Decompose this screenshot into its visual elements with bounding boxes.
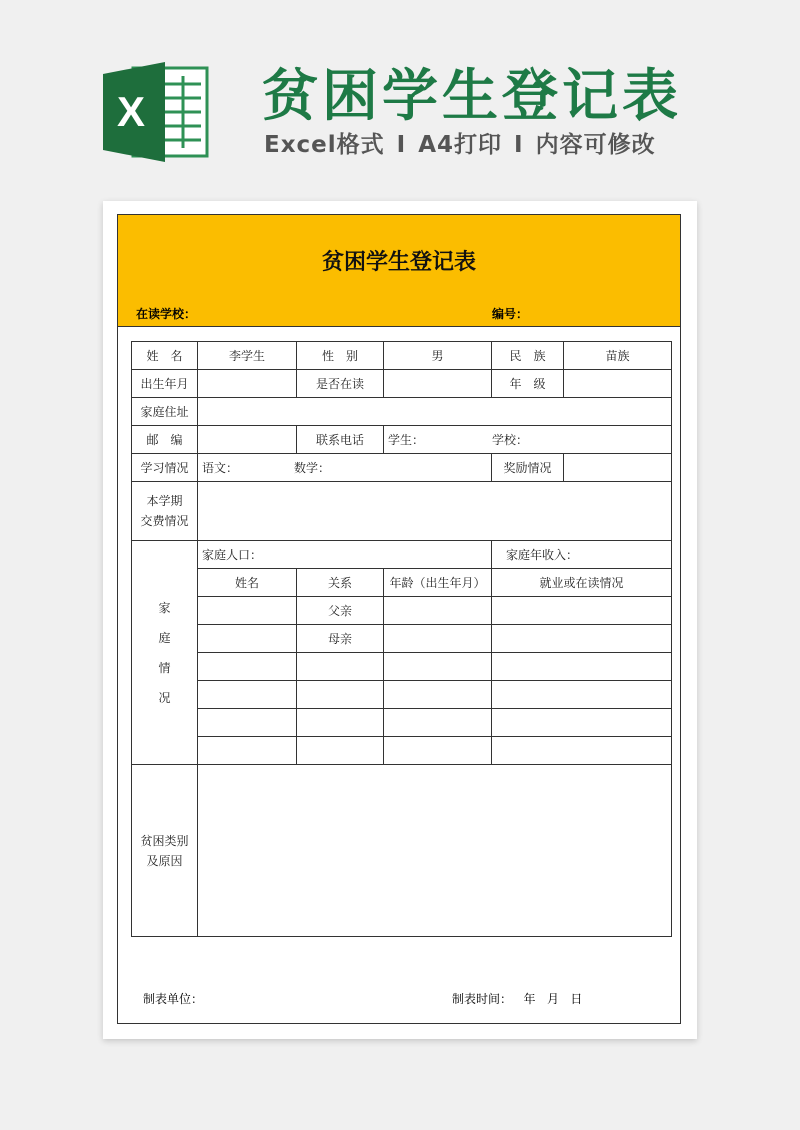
poverty-label [132, 765, 198, 937]
excel-logo-icon [103, 62, 213, 162]
form-frame [117, 214, 681, 1024]
member-occupation[interactable] [492, 709, 672, 737]
award-value[interactable] [564, 454, 672, 482]
document-page [103, 201, 697, 1039]
family-char: 况 [158, 690, 171, 705]
ethnicity-label: 民 族 [492, 342, 564, 370]
member-age[interactable] [384, 597, 492, 625]
footer-date [452, 990, 582, 1007]
member-occupation[interactable] [492, 737, 672, 765]
member-age[interactable] [384, 625, 492, 653]
grade-value[interactable] [564, 370, 672, 398]
footer-month: 月 [546, 992, 559, 1006]
table-row [132, 541, 672, 569]
subtitle-separator: I [396, 132, 407, 158]
registration-table [131, 341, 672, 937]
fee-label-line: 本学期 [146, 494, 183, 508]
table-row [132, 709, 672, 737]
table-row [132, 426, 672, 454]
member-name[interactable] [198, 653, 297, 681]
member-name[interactable] [198, 597, 297, 625]
phone-school-label: 学校： [492, 433, 529, 447]
col-header-name: 姓名 [198, 569, 297, 597]
subtitle-separator: I [514, 132, 524, 158]
table-row [132, 597, 672, 625]
postcode-label: 邮 编 [132, 426, 198, 454]
member-occupation[interactable] [492, 653, 672, 681]
school-label: 在读学校： [136, 307, 197, 321]
phone-label: 联系电话 [297, 426, 384, 454]
poverty-value[interactable] [198, 765, 672, 937]
col-header-occupation: 就业或在读情况 [492, 569, 672, 597]
member-relation[interactable]: 父亲 [297, 597, 384, 625]
poverty-label-line: 及原因 [146, 853, 183, 868]
table-row [132, 370, 672, 398]
member-name[interactable] [198, 709, 297, 737]
chinese-label: 语文： [202, 461, 239, 475]
table-row [132, 342, 672, 370]
table-row [132, 482, 672, 541]
member-relation[interactable] [297, 653, 384, 681]
member-age[interactable] [384, 737, 492, 765]
member-age[interactable] [384, 709, 492, 737]
birth-label: 出生年月 [132, 370, 198, 398]
family-char: 家 [158, 600, 171, 615]
member-age[interactable] [384, 681, 492, 709]
phone-student-label: 学生： [388, 433, 425, 447]
col-header-age: 年龄（出生年月） [384, 569, 492, 597]
table-row [132, 398, 672, 426]
study-label: 学习情况 [132, 454, 198, 482]
table-row [132, 765, 672, 937]
address-label: 家庭住址 [132, 398, 198, 426]
study-value[interactable] [198, 454, 492, 482]
enrolled-value[interactable] [384, 370, 492, 398]
footer-unit-label: 制表单位： [143, 992, 204, 1006]
table-row [132, 681, 672, 709]
footer-date-label: 制表时间： [452, 992, 513, 1006]
member-occupation[interactable] [492, 625, 672, 653]
member-relation[interactable] [297, 737, 384, 765]
family-char: 情 [158, 660, 171, 675]
form-header [118, 215, 680, 327]
grade-label: 年 级 [492, 370, 564, 398]
col-header-relation: 关系 [297, 569, 384, 597]
member-name[interactable] [198, 681, 297, 709]
banner-title: 贫困学生登记表 [262, 64, 682, 129]
member-occupation[interactable] [492, 681, 672, 709]
banner-subtitle [264, 126, 656, 159]
member-relation[interactable]: 母亲 [297, 625, 384, 653]
subtitle-print: A4打印 [418, 132, 503, 158]
name-value[interactable]: 李学生 [198, 342, 297, 370]
member-relation[interactable] [297, 681, 384, 709]
birth-value[interactable] [198, 370, 297, 398]
table-row [132, 653, 672, 681]
gender-label: 性 别 [297, 342, 384, 370]
number-label: 编号： [492, 307, 529, 321]
logo-letter: X [116, 88, 146, 135]
member-relation[interactable] [297, 709, 384, 737]
award-label: 奖励情况 [492, 454, 564, 482]
footer-day: 日 [570, 992, 583, 1006]
ethnicity-value[interactable]: 苗族 [564, 342, 672, 370]
income-cell[interactable] [492, 541, 672, 569]
math-label: 数学： [294, 461, 331, 475]
gender-value[interactable]: 男 [384, 342, 492, 370]
footer-year: 年 [523, 992, 536, 1006]
table-row [132, 737, 672, 765]
banner [0, 0, 800, 195]
population-label: 家庭人口： [202, 548, 263, 562]
table-row [132, 625, 672, 653]
enrolled-label: 是否在读 [297, 370, 384, 398]
fee-value[interactable] [198, 482, 672, 541]
subtitle-editable: 内容可修改 [535, 132, 656, 158]
member-name[interactable] [198, 737, 297, 765]
population-cell[interactable] [198, 541, 492, 569]
member-age[interactable] [384, 653, 492, 681]
postcode-value[interactable] [198, 426, 297, 454]
address-value[interactable] [198, 398, 672, 426]
fee-label [132, 482, 198, 541]
family-side-label [132, 541, 198, 765]
table-row [132, 454, 672, 482]
table-row [132, 569, 672, 597]
form-title: 贫困学生登记表 [321, 250, 476, 275]
fee-label-line: 交费情况 [140, 514, 189, 528]
name-label: 姓 名 [132, 342, 198, 370]
income-label: 家庭年收入： [506, 548, 579, 562]
family-char: 庭 [158, 630, 171, 645]
subtitle-format: Excel格式 [264, 132, 385, 158]
member-occupation[interactable] [492, 597, 672, 625]
member-name[interactable] [198, 625, 297, 653]
poverty-label-line: 贫困类别 [140, 833, 189, 848]
phone-value[interactable] [384, 426, 672, 454]
